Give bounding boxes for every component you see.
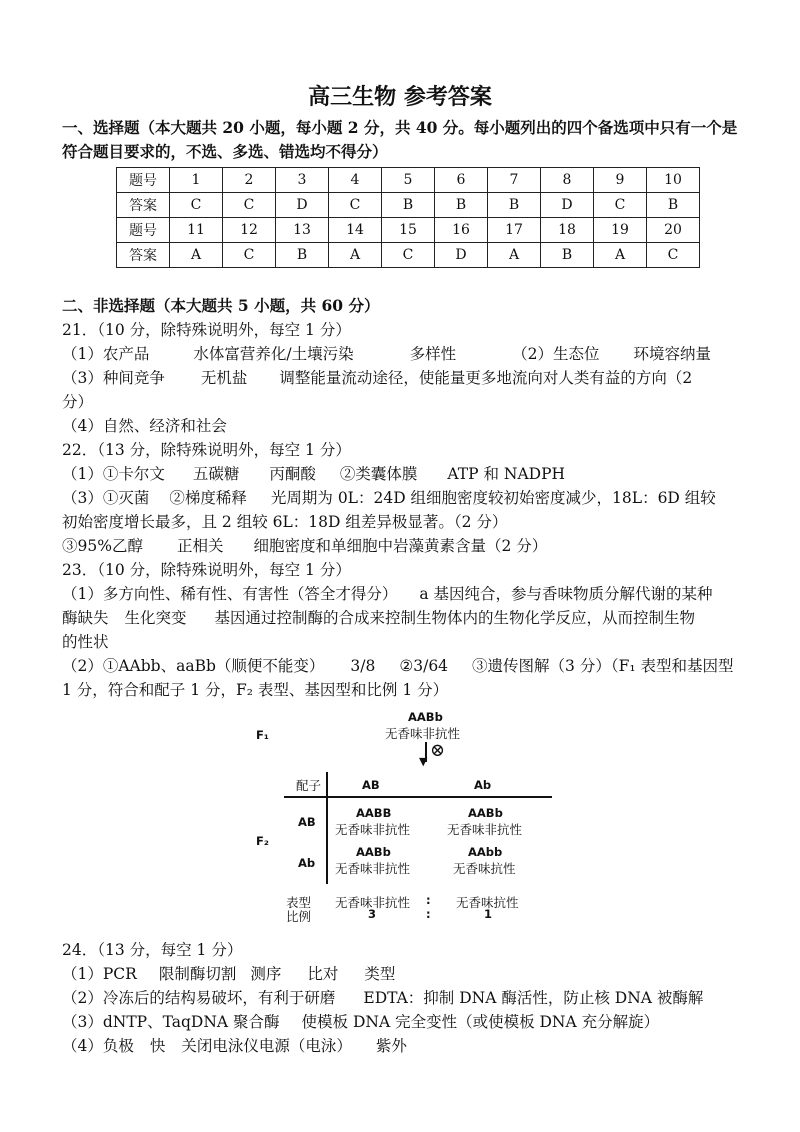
- q23-ans: ②3/64: [399, 657, 449, 675]
- f1-label: F₁: [256, 728, 269, 742]
- table-cell: D: [541, 193, 594, 218]
- q23-ans: 酶缺失: [62, 609, 109, 627]
- table-cell: 5: [382, 168, 435, 193]
- q22-ans: 五碳糖: [192, 465, 240, 483]
- table-cell: 12: [223, 218, 276, 243]
- cell-genotype: AABb: [356, 845, 391, 859]
- q21-ans: 多样性: [409, 345, 457, 363]
- q24-ans: （2）冷冻后的结构易破坏，有利于研磨: [62, 989, 336, 1007]
- table-cell: 4: [329, 168, 382, 193]
- q23-line3: 的性状: [62, 633, 109, 651]
- f1-phenotype: 无香味非抗性: [385, 726, 461, 741]
- phenotype-label: 表型: [286, 895, 312, 910]
- row-gamete-ab-upper: AB: [298, 815, 316, 829]
- table-cell: 20: [647, 218, 700, 243]
- table-cell: 3: [276, 168, 329, 193]
- cell-genotype: AABB: [356, 806, 392, 820]
- table-row-answers: [117, 243, 700, 268]
- q21-header: 21．（10 分，除特殊说明外，每空 1 分）: [62, 321, 351, 339]
- table-cell: B: [276, 243, 329, 268]
- summary-ratio: 1: [484, 907, 493, 921]
- q21-ans: 调整能量流动途径，使能量更多地流向对人类有益的方向（2: [279, 369, 693, 387]
- q21-ans: （3）种间竞争: [62, 369, 165, 387]
- section2-heading: 二、非选择题（本大题共 5 小题，共 60 分）: [62, 296, 380, 315]
- q24-ans: 关闭电泳仪电源（电泳）: [181, 1037, 352, 1055]
- q21-ans: （2）生态位: [512, 345, 600, 363]
- summary-ratio: 3: [368, 907, 377, 921]
- selfing-symbol: ⊗: [430, 740, 446, 761]
- table-cell: C: [382, 243, 435, 268]
- table-cell: A: [170, 243, 223, 268]
- q22-ans: （1）①卡尔文: [62, 465, 165, 483]
- q21-line4: （4）自然、经济和社会: [62, 417, 227, 435]
- q24-ans: 快: [149, 1037, 166, 1055]
- q23-line2: [62, 608, 695, 628]
- q23-header: 23．（10 分，除特殊说明外，每空 1 分）: [62, 561, 351, 579]
- table-cell: 7: [488, 168, 541, 193]
- q24-ans: 类型: [364, 965, 396, 983]
- arrow-down-icon: ▼: [419, 755, 428, 768]
- table-cell: 17: [488, 218, 541, 243]
- q24-line4: [62, 1036, 407, 1056]
- table-cell: C: [223, 243, 276, 268]
- q24-ans: 限制酶切割: [158, 965, 237, 983]
- table-cell: B: [647, 193, 700, 218]
- table-cell: B: [435, 193, 488, 218]
- table-cell: B: [488, 193, 541, 218]
- table-cell: 6: [435, 168, 488, 193]
- table-cell: 9: [594, 168, 647, 193]
- table-row-header: 题号: [117, 218, 170, 243]
- q21-ans: 水体富营养化/土壤污染: [193, 345, 354, 363]
- section1-instructions-line1: 一、选择题（本大题共 20 小题，每小题 2 分，共 40 分。每小题列出的四个备选项中只有一个是: [62, 118, 738, 137]
- q24-ans: 比对: [307, 965, 339, 983]
- q21-line3: 分）: [62, 393, 94, 411]
- ratio-label: 比例: [286, 909, 312, 924]
- q24-ans: （4）负极: [62, 1037, 134, 1055]
- q22-line2: [62, 488, 716, 508]
- table-cell: A: [594, 243, 647, 268]
- colon-separator: :: [426, 907, 431, 921]
- table-cell: D: [276, 193, 329, 218]
- summary-phenotype: 无香味非抗性: [335, 895, 411, 910]
- q22-line4: [62, 536, 547, 556]
- q22-header: 22．（13 分，除特殊说明外，每空 1 分）: [62, 441, 351, 459]
- punnett-horizontal-rule: [284, 796, 552, 798]
- q24-line3: [62, 1012, 659, 1032]
- table-cell: 16: [435, 218, 488, 243]
- section1-instructions-line2: 符合题目要求的，不选、多选、错选均不得分）: [62, 142, 388, 161]
- table-cell: C: [594, 193, 647, 218]
- q23-line4: [62, 656, 733, 676]
- cell-phenotype: 无香味抗性: [453, 861, 516, 876]
- q21-ans: 环境容纳量: [633, 345, 712, 363]
- q22-line3: 初始密度增长最多，且 2 组较 6L：18D 组差异极显著。（2 分）: [62, 513, 508, 531]
- gamete-ab-upper: AB: [362, 778, 380, 792]
- table-cell: 18: [541, 218, 594, 243]
- cell-genotype: AABb: [468, 806, 503, 820]
- table-row-answers: [117, 193, 700, 218]
- punnett-vertical-rule: [326, 772, 328, 884]
- cell-phenotype: 无香味非抗性: [335, 822, 411, 837]
- q21-line2: [62, 368, 692, 388]
- table-row-question-numbers: [117, 168, 700, 193]
- table-row-question-numbers: [117, 218, 700, 243]
- row-gamete-ab-lower: Ab: [298, 856, 316, 870]
- q23-ans: 基因通过控制酶的合成来控制生物体内的生物化学反应，从而控制生物: [214, 609, 696, 627]
- table-cell: C: [223, 193, 276, 218]
- gamete-label: 配子: [296, 778, 322, 793]
- q23-line1: [62, 584, 713, 604]
- q22-ans: （3）①灭菌: [62, 489, 150, 507]
- f2-label: F₂: [256, 834, 269, 848]
- table-cell: A: [329, 243, 382, 268]
- table-cell: D: [435, 243, 488, 268]
- table-cell: 13: [276, 218, 329, 243]
- cell-genotype: AAbb: [468, 845, 503, 859]
- table-cell: 8: [541, 168, 594, 193]
- summary-phenotype: 无香味抗性: [456, 895, 519, 910]
- table-cell: C: [170, 193, 223, 218]
- colon-separator: :: [426, 893, 431, 907]
- q24-line2: [62, 988, 703, 1008]
- q22-ans: ②类囊体膜: [339, 465, 418, 483]
- f1-genotype: AABb: [408, 710, 443, 724]
- q24-line1: [62, 964, 395, 984]
- q22-ans: 细胞密度和单细胞中岩藻黄素含量（2 分）: [253, 537, 548, 555]
- q24-ans: 使模板 DNA 完全变性（或使模板 DNA 充分解旋）: [301, 1013, 660, 1031]
- q24-header: 24．（13 分，每空 1 分）: [62, 941, 243, 959]
- q21-ans: 无机盐: [200, 369, 248, 387]
- q24-ans: 紫外: [375, 1037, 407, 1055]
- table-cell: C: [647, 243, 700, 268]
- table-cell: 15: [382, 218, 435, 243]
- table-cell: C: [329, 193, 382, 218]
- q22-ans: 正相关: [176, 537, 224, 555]
- q23-line5: 1 分，符合和配子 1 分，F₂ 表型、基因型和比例 1 分）: [62, 681, 449, 699]
- q22-ans: ②梯度稀释: [169, 489, 247, 507]
- q23-ans: （2）①AAbb、aaBb（顺便不能变）: [62, 657, 325, 675]
- q24-ans: EDTA：抑制 DNA 酶活性，防止核 DNA 被酶解: [363, 989, 704, 1007]
- table-cell: B: [541, 243, 594, 268]
- table-cell: 2: [223, 168, 276, 193]
- q22-ans: ③95%乙醇: [62, 537, 143, 555]
- table-cell: 14: [329, 218, 382, 243]
- q24-ans: （1）PCR: [62, 965, 137, 983]
- q23-ans: a 基因纯合，参与香味物质分解代谢的某种: [419, 585, 713, 603]
- answer-table: [116, 167, 700, 268]
- q24-ans: （3）dNTP、TaqDNA 聚合酶: [62, 1013, 280, 1031]
- table-cell: 19: [594, 218, 647, 243]
- q23-ans: ③遗传图解（3 分）（F₁ 表型和基因型: [472, 657, 734, 675]
- table-row-header: 答案: [117, 193, 170, 218]
- page-title: 高三生物 参考答案: [308, 85, 492, 110]
- q24-ans: 测序: [250, 965, 282, 983]
- table-cell: 10: [647, 168, 700, 193]
- q22-line1: [62, 464, 565, 484]
- q21-ans: （1）农产品: [62, 345, 150, 363]
- gamete-ab-lower: Ab: [474, 778, 492, 792]
- q23-ans: 3/8: [350, 657, 376, 675]
- q22-ans: 丙酮酸: [269, 465, 316, 483]
- table-row-header: 题号: [117, 168, 170, 193]
- q23-ans: 生化突变: [124, 609, 187, 627]
- q21-line1: [62, 344, 711, 364]
- cell-phenotype: 无香味非抗性: [335, 861, 411, 876]
- table-cell: 11: [170, 218, 223, 243]
- table-row-header: 答案: [117, 243, 170, 268]
- q22-ans: 光周期为 0L：24D 组细胞密度较初始密度减少，18L：6D 组较: [270, 489, 716, 507]
- table-cell: B: [382, 193, 435, 218]
- cell-phenotype: 无香味非抗性: [447, 822, 523, 837]
- table-cell: A: [488, 243, 541, 268]
- q22-ans: ATP 和 NADPH: [447, 465, 566, 483]
- table-cell: 1: [170, 168, 223, 193]
- q23-ans: （1）多方向性、稀有性、有害性（答全才得分）: [62, 585, 398, 603]
